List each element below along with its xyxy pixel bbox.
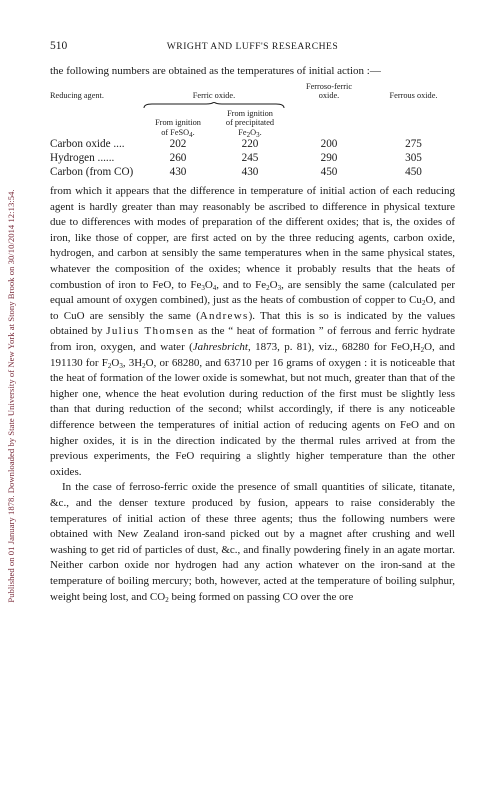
journal-title: Jahresbricht — [192, 341, 248, 354]
row-agent: Carbon oxide .... — [50, 138, 125, 151]
cell-value: 450 — [405, 166, 422, 179]
header-ferroso-line2: oxide. — [318, 91, 340, 101]
cell-value: 290 — [320, 152, 338, 165]
page-number: 510 — [50, 40, 68, 52]
subhead-a-line2: of FeSO$_4$. — [161, 127, 195, 139]
cell-value: 275 — [405, 138, 422, 151]
table-row — [50, 151, 455, 165]
author-thomsen: Julius Thomsen — [106, 325, 195, 338]
cell-value: 450 — [320, 166, 338, 179]
table-row — [50, 137, 455, 151]
cell-value: 200 — [320, 138, 338, 151]
body-paragraph-2: In the case of ferroso-ferric oxide the presence of small quantities of silicate, titanate, &c., and the denser texture produced by fusion, appears to raise considerably the temperatures of initial action of these three agents; thus the following numbers were obtained with New Zealand iron-sand picked out by a magnet after crushing and well washing to get rid of particles of dust, &c., and finally powdering finely in an agate mortar. Neither carbon oxide nor hydrogen had any action whatever on the iron-sand at the temperature of boiling mercury; both, however, acted at the temperature of boiling sulphur, weight being lost, and $CO_2$ being formed on passing CO over the ore — [50, 481, 455, 604]
table-row — [50, 165, 455, 179]
intro-paragraph: the following numbers are obtained as the temperatures of initial action :— — [50, 65, 381, 77]
cell-value: 202 — [169, 138, 187, 151]
header-ferrous-oxide: Ferrous oxide. — [389, 91, 438, 101]
row-agent: Hydrogen ...... — [50, 152, 115, 165]
header-ferroso-line1: Ferroso-ferric — [305, 81, 353, 91]
cell-value: 220 — [241, 138, 259, 151]
cell-value: 260 — [169, 152, 187, 165]
running-title: WRIGHT AND LUFF'S RESEARCHES — [166, 41, 339, 52]
body-paragraph-1: from which it appears that the difference in temperature of initial action of each reducing agent is hardly greater than may reasonably be ascribed to difference in physical texture due to differences with modes of preparation of the different oxides; that is, the oxides of iron, like those of copper, are first acted on by the three reducing agents, carbon oxide, hydrogen, and carbon at sensibly the same temperatures when in the same physical states, whatever the composition of the oxides; whence it probably results that the heats of combustion of iron to FeO, to $Fe_3O_4$, and to $Fe_2O_3$, are sensibly the same (calculated per equal amount of oxygen combined), just as the heats of combustion of copper to $Cu_2O$, and to CuO are sensibly the same (Andrews). That this is so is indicated by the values obtained by Julius Thomsen as the “ heat of formation ” of ferrous and ferric hydrate from iron, oxygen, and water (Jahresbricht, 1873, p. 81), viz., 68280 for $FeO,H_2O$, and 191130 for $F_2O_3$, $3H_2O$, or 68280, and 63710 per 16 grams of oxygen : it is noticeable that the heat of formation of the lower oxide is somewhat, but not much, greater than that of the higher one, whence the heat evolution during reduction of the first must be slightly less than that during reduction of the second; whilst accordingly, if there is any noticeable difference between the temperatures of initial action of reducing agents on FeO and on higher oxides, it is in the direction indicated by the thermal rules arrived at from the previous experiments, the FeO requiring a slightly higher temperature than the other oxides. — [50, 185, 455, 478]
cell-value: 430 — [241, 166, 259, 179]
header-reducing-agent: Reducing agent. — [50, 91, 104, 101]
cell-value: 245 — [241, 152, 259, 165]
ferric-brace — [142, 101, 286, 109]
subhead-a-line1: From ignition — [155, 118, 201, 128]
row-agent: Carbon (from CO) — [50, 166, 134, 179]
page-header — [50, 40, 455, 56]
cell-value: 305 — [405, 152, 422, 165]
watermark-text: Published on 01 January 1878. Downloaded by State University of New York at Stony Brook on 30/10/2014 12:13:54. — [6, 189, 16, 603]
subhead-b-line2: of precipitated — [225, 118, 275, 128]
header-ferric-oxide: Ferric oxide. — [192, 91, 236, 101]
temperature-table — [50, 82, 455, 180]
publication-watermark — [0, 0, 22, 792]
subhead-b-line3: $Fe_2O_3$. — [238, 127, 262, 139]
cell-value: 430 — [169, 166, 187, 179]
subhead-b-line1: From ignition — [227, 108, 273, 118]
author-andrews: Andrews — [199, 309, 249, 322]
page-body — [50, 40, 455, 605]
